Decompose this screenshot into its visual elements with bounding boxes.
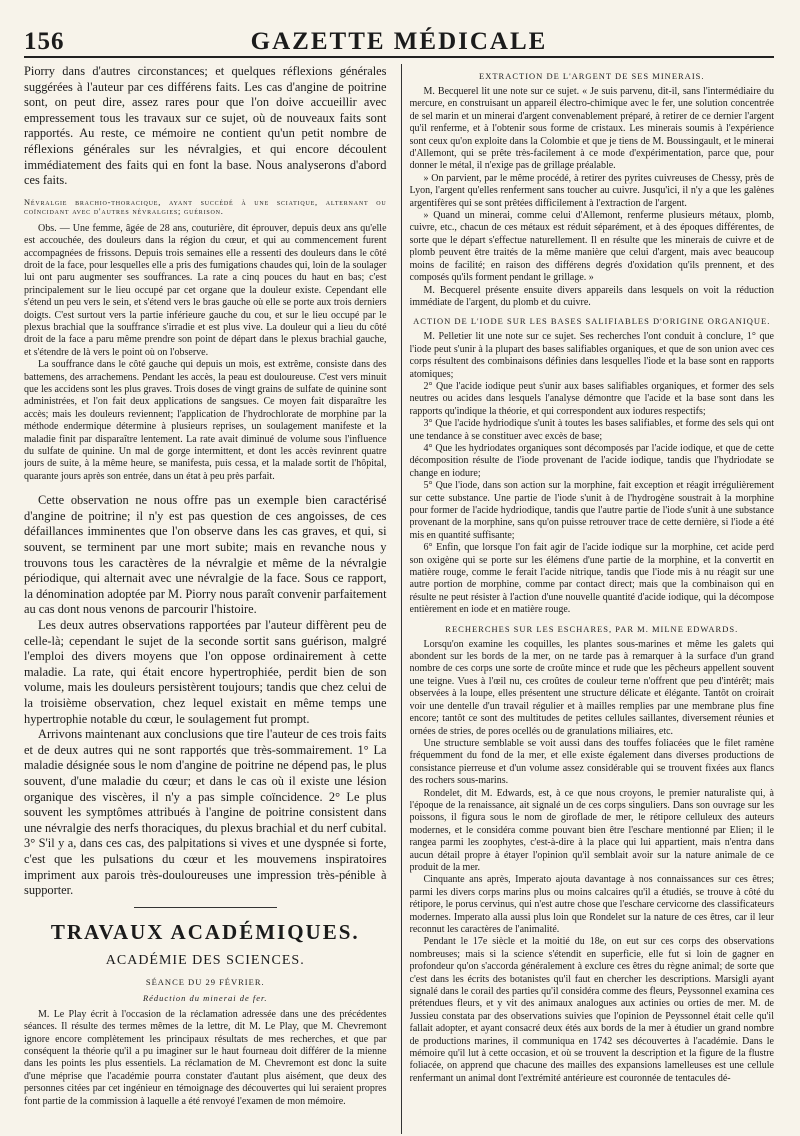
eschares-paragraph-1: Lorsqu'on examine les coquilles, les plantes sous-marines et même les galets qui abondent sur les bords de la mer, on ne tarde pas à remarquer à la surface d'un grand nombre de ces corps une sorte de croûte mince et rude que les pêcheurs appellent souvent une teigne. Vues à l'œil nu, ces croûtes de couleur terne n'offrent que peu d'intérêt; mais observées à la loupe, elles présentent une structure délicate et élégante. Tantôt on croirait voir une dentelle d'un travail régulier et à mailles remplies par une membrane plus fine encore; tantôt ce sont des multitudes de petites cellules saillantes, diversement réunies et ornées de stries, de pores ocellés ou de granulations miliaires, etc.	[409, 638, 774, 737]
silver-paragraph-3: » Quand un minerai, comme celui d'Allemont, renferme plusieurs métaux, plomb, cuivre, etc., chacun de ces métaux est réduit séparément, et à des époques différentes, de sorte que le départ s'effectue naturellement. Il en résulte que les minerais de cuivre et de plomb peuvent être traités de la même manière que celui d'argent, mais avec beaucoup moins de facilité; en raison des différens degrés d'oxidation qu'ils prennent, et des composés qu'ils forment pendant le grillage. »	[409, 210, 774, 284]
page-number: 156	[24, 28, 65, 55]
article-heading-silver: EXTRACTION DE L'ARGENT DE SES MINERAIS.	[479, 71, 705, 81]
iodine-paragraph-6: 6° Enfin, que lorsque l'on fait agir de l'acide iodique sur la morphine, cet acide perd son oxigène qui se porte sur les élémens d'une partie de la morphine, et la convertit en matière rouge, comme le ferait l'acide nitrique, tandis que l'iode mis à nu réagit sur une autre portion de morphine, comme par contact direct; mais que la combinaison qui en résulte ne peut résister à l'action d'une nouvelle quantité d'acide iodique, qui la décompose entièrement en iode et en matière rouge.	[409, 542, 774, 616]
article-heading-eschares: RECHERCHES SUR LES ESCHARES, PAR M. MILNE EDWARDS.	[445, 623, 739, 634]
page-header	[24, 0, 774, 58]
article-heading-iodine: ACTION DE L'IODE SUR LES BASES SALIFIABLES D'ORIGINE ORGANIQUE.	[413, 316, 771, 327]
iodine-paragraph-5: 5° Que l'iode, dans son action sur la morphine, fait exception et réagit irrégulièrement sur cette substance. Une partie de l'iode s'unit à de l'hydrogène soustrait à la morphine pour former de l'acide hydriodique, tandis que l'autre partie de l'iode s'unit à une substance provenant de la morphine, sans qu'on puisse retrouver trace de cette dernière, si l'iode a été mis en quantité suffisante;	[409, 480, 774, 541]
iodine-paragraph-4: 4° Que les hydriodates organiques sont décomposés par l'acide iodique, et que de cette décomposition résulte de l'iode provenant de l'acide iodique, tandis que l'hydriodate se change en iodure;	[409, 442, 774, 479]
eschares-paragraph-3: Rondelet, dit M. Edwards, est, à ce que nous croyons, le premier naturaliste qui, à l'époque de la renaissance, ait signalé un de ces corps singuliers. Dans son ouvrage sur les poissons, il figura sous le nom de giroflade de mer, le rétipore celluleux des auteurs modernes, et le considéra comme pouvant bien être l'eschare mentionné par Elien; il le rangea parmi les zoophytes, c'est-à-dire à la place qui lui appartient, mais n'entra dans aucun détail propre à étayer l'opinion qu'il semblait avoir sur la nature animale de ce produit de la mer.	[409, 787, 774, 873]
silver-paragraph-2: » On parvient, par le même procédé, à retirer des pyrites cuivreuses de Chessy, près de Lyon, l'argent qu'elles renferment sans toucher au cuivre. Jusqu'ici, il n'y a que les galènes argentifères qui se sont prêtées difficilement à l'extraction de l'argent.	[409, 172, 774, 209]
left-column	[24, 64, 393, 1134]
academic-section-title: TRAVAUX ACADÉMIQUES.	[50, 919, 360, 944]
iodine-paragraph-1: M. Pelletier lit une note sur ce sujet. Ses recherches l'ont conduit à conclure, 1° que l'iode peut s'unir à la plupart des bases salifiables organiques, et que de son union avec ces corps résultent des combinaisons définies dans lesquelles l'iode et la base sont en rapports atomiques;	[409, 331, 774, 380]
commentary-paragraph-2: Les deux autres observations rapportées par l'auteur diffèrent peu de celle-là; cependant le sujet de la seconde sortit sans guérison, malgré l'emploi des divers moyens que l'on oppose ordinairement à cette maladie. La rate, qui était encore hypertrophiée, perdit bien de son volume, mais les douleurs persistèrent toujours; tandis que chez celui de la troisième observation, chez lequel existait en même temps une hypertrophie notable du cœur, le soulagement fut prompt.	[24, 618, 387, 726]
session-date: SÉANCE DU 29 FÉVRIER.	[145, 976, 265, 987]
commentary-paragraph-1: Cette observation ne nous offre pas un exemple bien caractérisé d'angine de poitrine; il n'y est pas question de ces angoisses, de ces défaillances imminentes que l'on observe dans les cas graves, et qui, si souvent, se terminent par une mort subite; mais en revanche nous y trouvons tous les caractères de la névralgie et même de la névralgie périodique, qui alternait avec une névralgie de la face. Sous ce rapport, la dénomination adoptée par M. Piorry nous paraît convenir parfaitement au cas dont nous venons de parcourir l'histoire.	[24, 493, 387, 617]
columns	[24, 64, 774, 1134]
section-divider	[134, 907, 277, 908]
observation-paragraph-2: La souffrance dans le côté gauche qui depuis un mois, est extrême, consiste dans des battemens, des arrachemens. Pendant les accès, la peau est douloureuse. C'est vers minuit que les accidens sont les plus graves. Trois doses de vingt grains de sulfate de quinine sont administrées, et l'on fait deux applications de sangsues. Ce moyen fait disparaître les accès; mais les douleurs reviennent; l'application de l'hydrochlorate de morphine par la méthode endermique détermine à plusieurs reprises, un soulagement manifeste et la maladie finit par disparaître lentement. La rate avait diminué de volume sous l'influence du sulfate de quinine. Un mal de gorge intermittent, et dont les accès revinrent quatre jours de suite, à la même heure, se manifesta, puis cessa, et la malade sortit de l'hôpital, quarante jours après son entrée, dans un état à peu près parfait.	[24, 359, 387, 482]
silver-paragraph-1: M. Becquerel lit une note sur ce sujet. « Je suis parvenu, dit-il, sans l'intermédiaire du mercure, en construisant un appareil électro-chimique avec le fer, une solution concentrée de sel marin et un minerai d'argent convenablement préparé, à retirer de ce dernier l'argent qu'il renferme, et à l'obtenir sous forme de cristaux. Les minerais soumis à l'expérience sont ceux qu'on exploite dans la Colombie et que je tiens de M. Boussingault, et le minerai d'Allemont, qui se prête très-facilement à ce mode d'expérimentation, parce que, pour donner le métal, il n'exige pas de grillage préalable.	[409, 86, 774, 172]
silver-paragraph-4: M. Becquerel présente ensuite divers appareils dans lesquels on voit la réduction immédiate de l'argent, du plomb et du cuivre.	[409, 284, 774, 308]
intro-paragraph: Piorry dans d'autres circonstances; et quelques réflexions générales suggérées à l'auteur par ces différens faits. Les cas d'angine de poitrine sont, on peut dire, assez rares pour que l'on doive accueillir avec empressement tous les travaux sur ce sujet, où de nouveaux faits sont rapportés. Au reste, ce mémoire ne contient qu'un petit nombre de réflexions générales sur les névralgies, et qui encore découlent immédiatement des faits qui en font la base. Nous analyserons d'abord ces faits.	[24, 64, 387, 188]
commentary-paragraph-3: Arrivons maintenant aux conclusions que tire l'auteur de ces trois faits et de deux autres qui ne sont rapportés que très-sommairement. 1° La maladie désignée sous le nom d'angine de poitrine ne dépend pas, le plus souvent, d'une maladie du cœur; et dans le cas où il existe une lésion organique des viscères, il n'y a pas simple coïncidence. 2° Le plus souvent les symptômes attribués à l'angine de poitrine consistent dans une névralgie des nerfs thoraciques, du plexus brachial et du nerf cubital. 3° S'il y a, dans ces cas, des palpitations si vives et une dyspnée si forte, c'est que les pulsations du cœur et les mouvemens inspiratoires impriment aux parois très-douloureuses une impression très-pénible à supporter.	[24, 727, 387, 898]
right-column	[410, 64, 774, 1134]
article-heading-iron: Réduction du minerai de fer.	[142, 992, 268, 1003]
eschares-paragraph-2: Une structure semblable se voit aussi dans des touffes foliacées que le filet ramène fréquemment du fond de la mer, et elle existe également dans diverses productions de consistance pierreuse et d'un volume assez considérable qui se trouvent fixées aux flancs des rochers sous-marins.	[409, 737, 774, 787]
leplay-paragraph: M. Le Play écrit à l'occasion de la réclamation adressée dans une des précédentes séances. Il résulte des termes mêmes de la lettre, dit M. Le Play, que M. Chevremont ignore encore complètement les principaux résultats de mes recherches, et que par conséquent la théorie qu'il a pu imaginer sur le haut fourneau doit différer de la mienne dans les points les plus essentiels. La réclamation de M. Chevremont est donc la suite d'une méprise que l'académie pourra constater d'autant plus aisément, que deux des personnes citées par cet ingénieur en témoignage des découvertes qui lui seraient propres font partie de la commission à laquelle a été renvoyé l'examen de mon mémoire.	[24, 1008, 387, 1107]
case-title: Névralgie brachio-thoracique, ayant succédé à une sciatique, alternant ou coïncidant avec d'autres névralgies; guérison.	[24, 197, 387, 216]
journal-title: GAZETTE MÉDICALE	[250, 28, 548, 55]
observation-paragraph-1: Obs. — Une femme, âgée de 28 ans, couturière, dit éprouver, depuis deux ans qu'elle est accouchée, des douleurs dans la région du cœur, et qui au commencement furent accompagnées de frissons. Depuis trois semaines elle a ressenti des douleurs dans le côté droit de la face, pour lesquelles elle a pris des fumigations chaudes qui, loin de la soulager lui ont paru augmenter ses souffrances. La rate a cinq pouces du haut en bas; c'est principalement sur le lieu occupé par cet organe que la douleur existe. Cependant elle s'étend un peu vers le sein, et s'étend vers le bras gauche où elle se porte aux trois derniers doigts. C'est surtout vers la partie inférieure gauche du cou, et sur le lieu occupé par le plexus brachial que la souffrance s'irradie et est plus vive. La douleur qui a lieu du côté droit de la face a paru même prendre son point de départ dans le plexus brachial gauche, et s'étendre de là vers le point où on l'observe.	[24, 222, 387, 358]
eschares-paragraph-5: Pendant le 17e siècle et la moitié du 18e, on eut sur ces corps des observations nombreuses; mais si la science s'étendit en superficie, elle fut si loin de gagner en profondeur qu'on s'accorda généralement à exclure ces êtres du règne animal; de sorte que c'est dans les écrits des botanistes qu'il faut en chercher les descriptions. Marsigli ayant signalé dans le corail des parties qu'il considéra comme des fleurs, Peyssonnel examina ces prétendues fleurs, et y vit des animaux analogues aux actinies ou orties de mer. M. de Jussieu constata par des observations suivies que l'opinion de Peyssonnel était celle qu'il fallait adopter, et ayant consacré deux étés aux bords de la mer à étudier un grand nombre de productions marines, il communiqua en 1742 ses découvertes à l'académie. Dans le mémoire qu'il lut à cette occasion, et où se trouvent la description et la figure de la flustre foliacée, on apprend que chacune des mailles des expansions lamelleuses est une cellule renfermant un animal dont l'extrémité antérieure est couronnée de tentacules dé-	[409, 936, 774, 1084]
iodine-paragraph-2: 2° Que l'acide iodique peut s'unir aux bases salifiables organiques, et former des sels neutres ou acides dans lesquels l'analyse démontre que l'acide et la base sont dans les rapports qu'indique la théorie, et qui correspondent aux iodures respectifs;	[409, 380, 774, 417]
eschares-paragraph-4: Cinquante ans après, Imperato ajouta davantage à nos connaissances sur ces êtres; parmi les divers corps marins plus ou moins calcaires qu'il a étudiés, se trouve à côté du rétipore, le porus cervinus, qui n'est autre chose que l'eschare cervicorne des classificateurs modernes. Imperato alla aussi plus loin que Rondelet sur la nature de ces êtres, car il leur reconnut les caractères de l'animalité.	[409, 874, 774, 935]
academy-heading: ACADÉMIE DES SCIENCES.	[105, 952, 305, 968]
iodine-paragraph-3: 3° Que l'acide hydriodique s'unit à toutes les bases salifiables, et forme des sels qui ont une tendance à se constituer avec excès de base;	[409, 418, 774, 442]
column-divider	[401, 64, 402, 1134]
